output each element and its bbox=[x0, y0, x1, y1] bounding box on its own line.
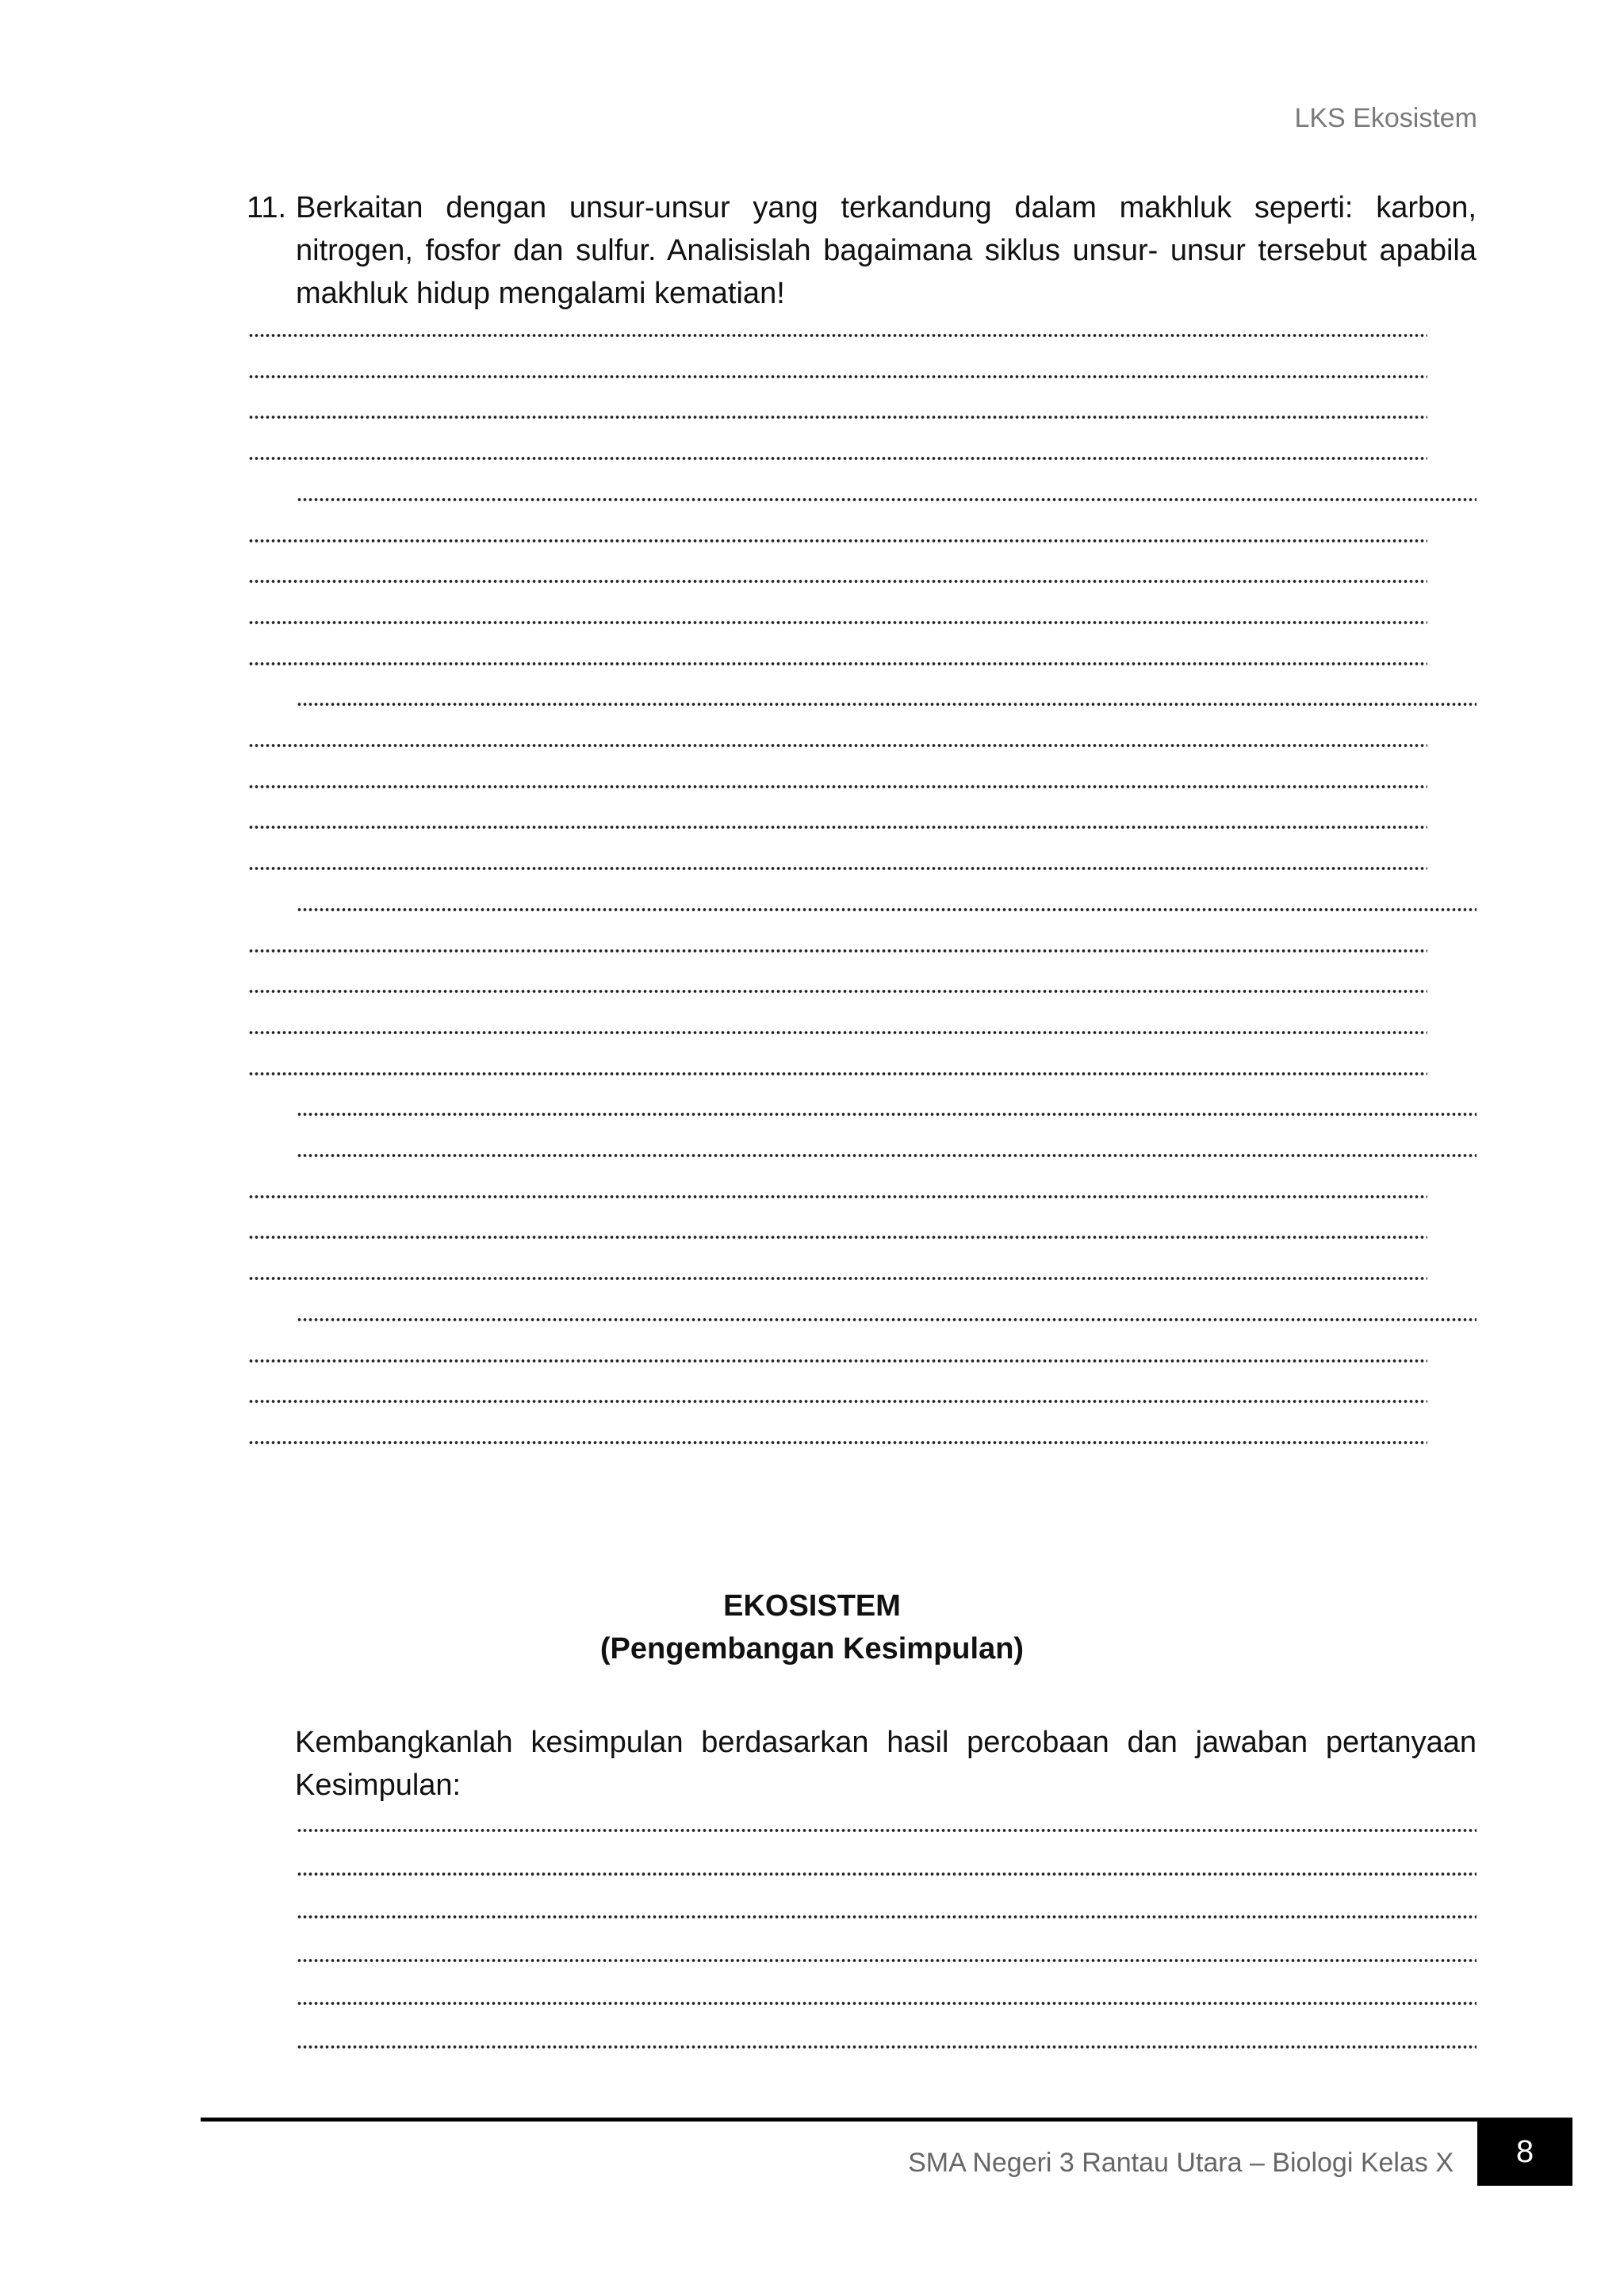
answer-dotted-line[interactable] bbox=[248, 866, 1427, 871]
conclusion-dotted-line[interactable] bbox=[297, 2001, 1477, 2006]
answer-dotted-line[interactable] bbox=[297, 907, 1477, 912]
page-header-title: LKS Ekosistem bbox=[1294, 103, 1477, 133]
question-number: 11. bbox=[247, 191, 287, 224]
answer-dotted-line[interactable] bbox=[297, 1112, 1477, 1117]
answer-dotted-line[interactable] bbox=[248, 620, 1427, 625]
conclusion-dotted-line[interactable] bbox=[297, 1872, 1477, 1876]
answer-dotted-line[interactable] bbox=[248, 579, 1427, 584]
footer-rule bbox=[201, 2118, 1477, 2122]
answer-dotted-line[interactable] bbox=[248, 539, 1427, 543]
answer-dotted-line[interactable] bbox=[248, 415, 1427, 420]
answer-dotted-line[interactable] bbox=[248, 949, 1427, 953]
answer-dotted-line[interactable] bbox=[248, 825, 1427, 830]
answer-dotted-line[interactable] bbox=[248, 661, 1427, 666]
answer-dotted-line[interactable] bbox=[248, 1359, 1427, 1363]
answer-dotted-line[interactable] bbox=[248, 784, 1427, 789]
answer-dotted-line[interactable] bbox=[248, 1399, 1427, 1404]
answer-dotted-line[interactable] bbox=[248, 1194, 1427, 1199]
answer-dotted-line[interactable] bbox=[248, 989, 1427, 994]
conclusion-dotted-line[interactable] bbox=[297, 2045, 1477, 2049]
answer-dotted-line[interactable] bbox=[248, 1276, 1427, 1281]
footer-text: SMA Negeri 3 Rantau Utara – Biologi Kelas X bbox=[908, 2148, 1454, 2178]
page-number: 8 bbox=[1477, 2118, 1572, 2186]
question-11 bbox=[247, 186, 1477, 315]
answer-dotted-line[interactable] bbox=[248, 1440, 1427, 1445]
section-title: EKOSISTEM bbox=[723, 1589, 901, 1623]
answer-dotted-line[interactable] bbox=[248, 743, 1427, 748]
conclusion-dotted-line[interactable] bbox=[297, 1915, 1477, 1919]
answer-dotted-line[interactable] bbox=[297, 1153, 1477, 1158]
conclusion-label: Kesimpulan: bbox=[295, 1769, 462, 1802]
answer-dotted-line[interactable] bbox=[297, 702, 1477, 707]
answer-dotted-line[interactable] bbox=[248, 456, 1427, 461]
answer-dotted-line[interactable] bbox=[248, 374, 1427, 379]
section-subtitle: (Pengembangan Kesimpulan) bbox=[599, 1632, 1025, 1665]
answer-dotted-line[interactable] bbox=[248, 1071, 1427, 1076]
conclusion-dotted-line[interactable] bbox=[297, 1958, 1477, 1963]
question-text: Berkaitan dengan unsur-unsur yang terkandung dalam makhluk seperti: karbon, nitrogen, fosfor dan sulfur. Analisislah bagaimana siklus unsur- unsur tersebut apabila makhluk hidup mengalami kematian! bbox=[296, 191, 1477, 310]
conclusion-instruction: Kembangkanlah kesimpulan berdasarkan hasil percobaan dan jawaban pertanyaan bbox=[295, 1726, 1477, 1759]
answer-dotted-line[interactable] bbox=[248, 1235, 1427, 1240]
answer-dotted-line[interactable] bbox=[297, 1317, 1477, 1322]
conclusion-dotted-line[interactable] bbox=[297, 1828, 1477, 1833]
answer-dotted-line[interactable] bbox=[248, 333, 1427, 338]
answer-dotted-line[interactable] bbox=[297, 497, 1477, 502]
answer-dotted-line[interactable] bbox=[248, 1030, 1427, 1035]
